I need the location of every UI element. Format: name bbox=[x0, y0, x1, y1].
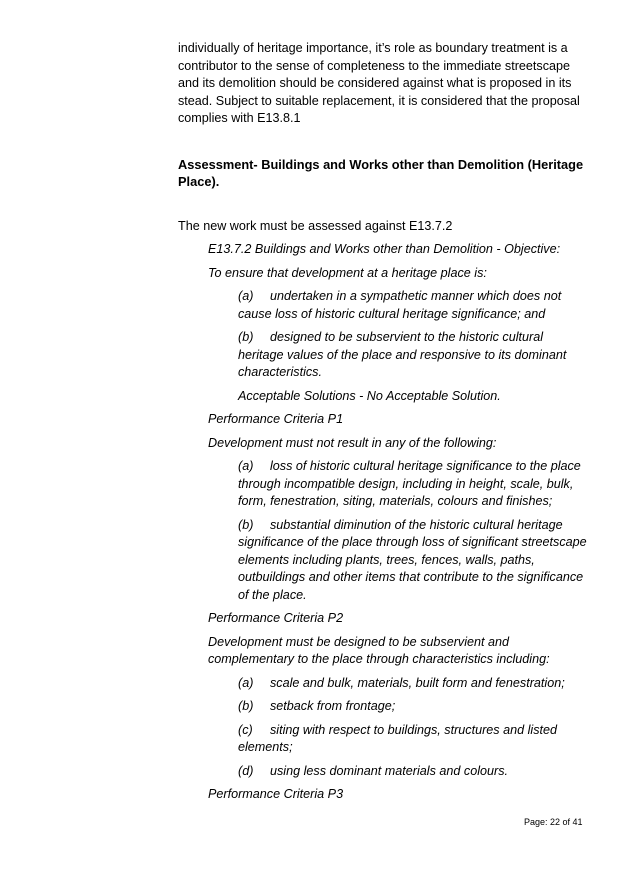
p2-item-a bbox=[238, 675, 588, 693]
objective-item-b bbox=[238, 329, 588, 382]
page-number: Page: 22 of 41 bbox=[524, 817, 583, 827]
page-content bbox=[178, 40, 588, 804]
item-text: loss of historic cultural heritage significance to the place through incompatible design, including in height, scale, bulk, form, fenestration, siting, materials, colours and finishes; bbox=[238, 459, 581, 508]
item-text: scale and bulk, materials, built form and fenestration; bbox=[270, 675, 565, 690]
item-text: substantial diminution of the historic cultural heritage significance of the place through loss of significant streetscape elements including plants, trees, fences, walls, paths, outbuildings and other items that contribute to the significance of the place. bbox=[238, 517, 587, 602]
p3-title: Performance Criteria P3 bbox=[208, 787, 344, 801]
p2-item-d bbox=[238, 763, 588, 781]
item-text: using less dominant materials and colours. bbox=[270, 763, 509, 778]
item-label: (a) bbox=[238, 289, 254, 303]
p1-title: Performance Criteria P1 bbox=[208, 412, 344, 426]
p2-item-c bbox=[238, 722, 588, 757]
objective-intro: To ensure that development at a heritage place is: bbox=[208, 265, 487, 280]
item-label: (a) bbox=[238, 459, 254, 473]
p1-item-b bbox=[238, 517, 588, 605]
item-label: (c) bbox=[238, 722, 253, 737]
p2-intro: Development must be designed to be subservient and complementary to the place through characteristics including: bbox=[208, 634, 550, 666]
item-label: (b) bbox=[238, 330, 254, 344]
item-label: (a) bbox=[238, 675, 254, 690]
item-text: siting with respect to buildings, structures and listed elements; bbox=[238, 722, 557, 754]
item-text: setback from frontage; bbox=[270, 699, 396, 713]
item-label: (b) bbox=[238, 517, 254, 532]
p1-item-a bbox=[238, 458, 588, 511]
item-label: (d) bbox=[238, 763, 254, 778]
objective-title: E13.7.2 Buildings and Works other than Demolition - Objective: bbox=[208, 242, 561, 256]
p2-item-b bbox=[238, 698, 588, 716]
p1-intro: Development must not result in any of the following: bbox=[208, 435, 497, 450]
acceptable-solutions: Acceptable Solutions - No Acceptable Solution. bbox=[238, 388, 501, 403]
objective-item-a bbox=[238, 288, 588, 323]
item-text: designed to be subservient to the historic cultural heritage values of the place and responsive to its dominant characteristics. bbox=[238, 330, 567, 379]
item-text: undertaken in a sympathetic manner which does not cause loss of historic cultural heritage significance; and bbox=[238, 289, 562, 321]
p2-title: Performance Criteria P2 bbox=[208, 611, 344, 625]
item-label: (b) bbox=[238, 699, 254, 713]
section-heading: Assessment- Buildings and Works other than Demolition (Heritage Place). bbox=[178, 156, 584, 189]
intro-paragraph: individually of heritage importance, it’s role as boundary treatment is a contributor to the sense of completeness to the immediate streetscape and its demolition should be considered against what is proposed in its stead. Subject to suitable replacement, it is considered that the proposal complies with E13.8.1 bbox=[178, 41, 580, 125]
assessment-intro: The new work must be assessed against E13.7.2 bbox=[178, 218, 453, 233]
